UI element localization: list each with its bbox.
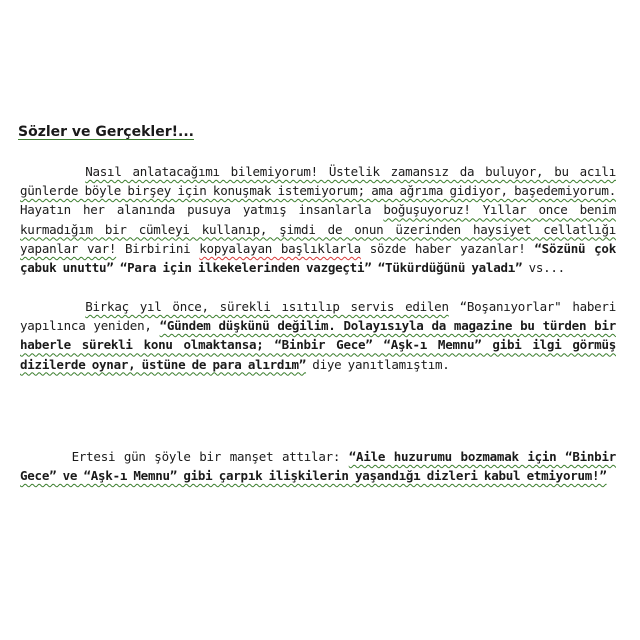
paragraph-3 (20, 447, 616, 485)
text-segment: “Boşanıyorlar" haberi yapılınca yeniden, (20, 299, 616, 334)
document-title: Sözler ve Gerçekler!... (18, 124, 194, 140)
text-segment: Birkaç yıl önce, sürekli ısıtılıp servis edilen (85, 299, 449, 314)
paragraph-1 (20, 162, 616, 277)
text-segment: Ertesi gün şöyle bir manşet attılar: (71, 449, 349, 464)
text-segment: vs... (522, 260, 565, 276)
text-segment (20, 164, 85, 179)
text-segment: “Gündem düşkünü değilim. Dolayısıyla da magazine bu türden bir haberle sürekli konu olmaktansa; “Binbir Gece” “Aşk-ı Memnu” gibi ilgi görmüş dizilerde oynar, üstüne de para alırdım” (20, 318, 616, 372)
text-segment: boğuşuyoruz! Yıllar once benim kurmadığım bir cümleyi kullanıp, şimdi de onun üzerinden haysiyet cellatlığı yapanlar var! (20, 202, 616, 256)
text-segment: sözde haber yazanlar! (360, 240, 535, 256)
text-segment: “Sözünü çok çabuk unuttu” “Para için ilkekelerinden vazgeçti” “Tükürdüğünü yaladı” (20, 240, 616, 276)
text-segment: kopyalayan başlıklarla (199, 240, 361, 256)
text-segment: Birbirini (116, 240, 200, 256)
paragraph-2 (20, 297, 616, 374)
text-segment: diye yanıtlamıştım. (306, 356, 450, 372)
text-segment (20, 299, 85, 314)
text-segment: Hayatın her alanında pusuya yatmış insanlarla (20, 202, 384, 218)
text-segment: “Aile huzurumu bozmamak için “Binbir Gece” ve “Aşk-ı Memnu” gibi çarpık ilişkilerin yaşandığı dizleri kabul etmiyorum!” (20, 449, 616, 484)
text-segment: Nasıl anlatacağımı bilemiyorum! Üstelik zamansız da buluyor, bu acılı günlerde böyle birşey için konuşmak istemiyorum; ama ağrıma gidiyor, başedemiyorum. (20, 164, 616, 199)
text-segment (20, 449, 72, 464)
